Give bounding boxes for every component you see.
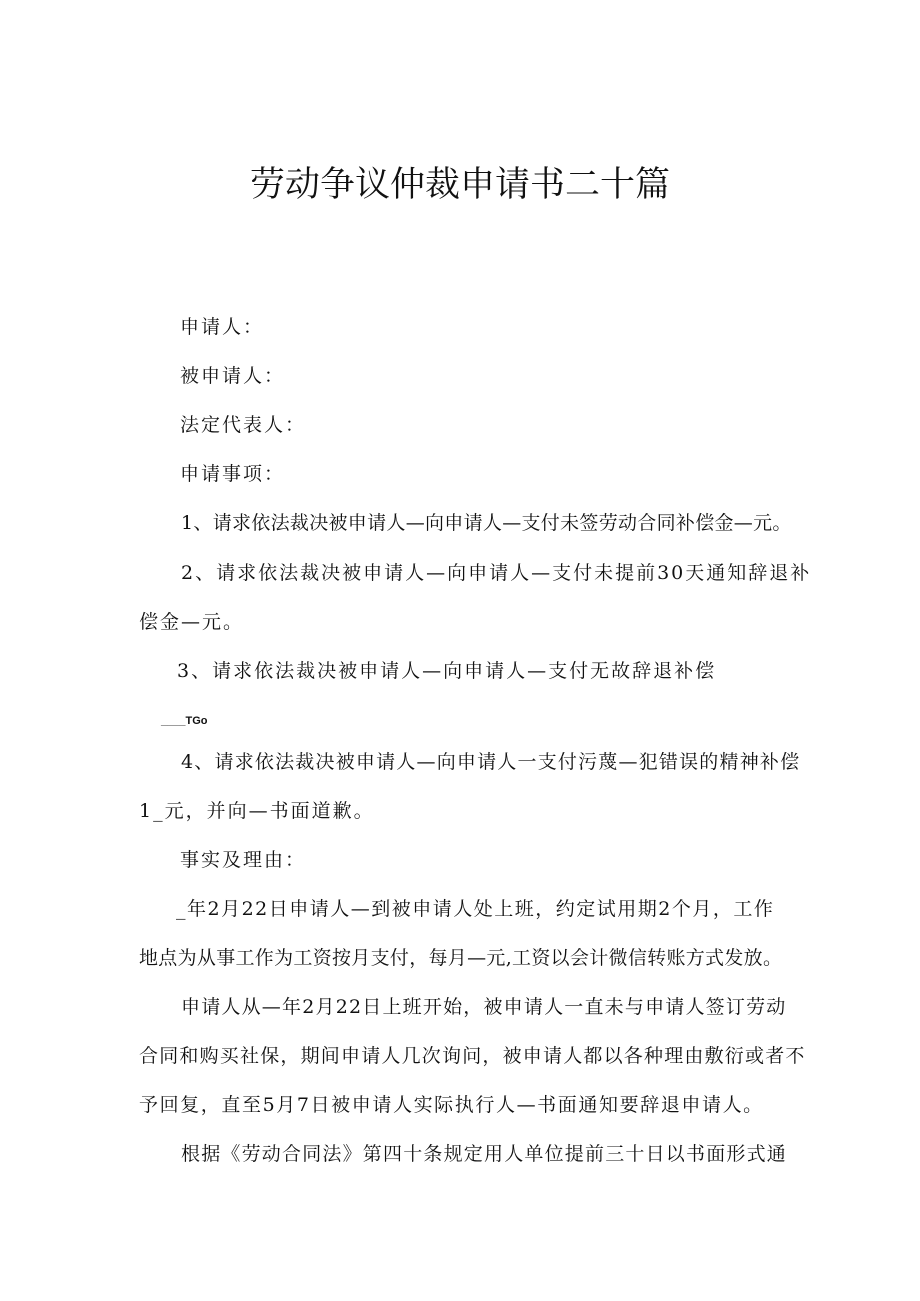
- facts-paragraph-2-line-1: 申请人从—年2月22日上班开始，被申请人一直未与申请人签订劳动: [181, 996, 787, 1018]
- respondent-label: 被申请人：: [180, 365, 286, 387]
- claim-item-4-line-2: 1_元，并向—书面道歉。: [139, 800, 375, 822]
- facts-heading: 事实及理由：: [180, 849, 307, 871]
- facts-paragraph-2-line-2: 合同和购买社保，期间申请人几次询问，被申请人都以各种理由敷衍或者不: [139, 1045, 806, 1067]
- claim-item-2-line-2: 偿金—元。: [139, 611, 245, 633]
- facts-paragraph-2-line-3: 予回复，直至5月7日被申请人实际执行人—书面通知要辞退申请人。: [139, 1094, 764, 1116]
- claim-item-3: 3、请求依法裁决被申请人—向申请人—支付无故辞退补偿: [177, 660, 717, 682]
- claim-item-3-amount: ____TGo: [161, 715, 208, 727]
- claim-item-4-line-1: 4、请求依法裁决被申请人—向申请人一支付污蔑—犯错误的精神补偿: [181, 751, 801, 773]
- applicant-label: 申请人：: [180, 316, 265, 338]
- claims-heading: 申请事项：: [180, 463, 286, 485]
- claim-item-1: 1、请求依法裁决被申请人—向申请人—支付未签劳动合同补偿金—元。: [181, 512, 792, 534]
- facts-paragraph-1-line-2: 地点为从事工作为工资按月支付，每月—元,工资以会计微信转账方式发放。: [139, 947, 783, 969]
- document-title: 劳动争议仲裁申请书二十篇: [249, 165, 670, 205]
- legal-representative-label: 法定代表人：: [180, 414, 307, 436]
- claim-item-2-line-1: 2、请求依法裁决被申请人—向申请人—支付未提前30天通知辞退补: [181, 562, 812, 584]
- facts-paragraph-3-line-1: 根据《劳动合同法》第四十条规定用人单位提前三十日以书面形式通: [181, 1143, 788, 1165]
- facts-paragraph-1-line-1: _年2月22日申请人—到被申请人处上班，约定试用期2个月，工作: [176, 898, 775, 920]
